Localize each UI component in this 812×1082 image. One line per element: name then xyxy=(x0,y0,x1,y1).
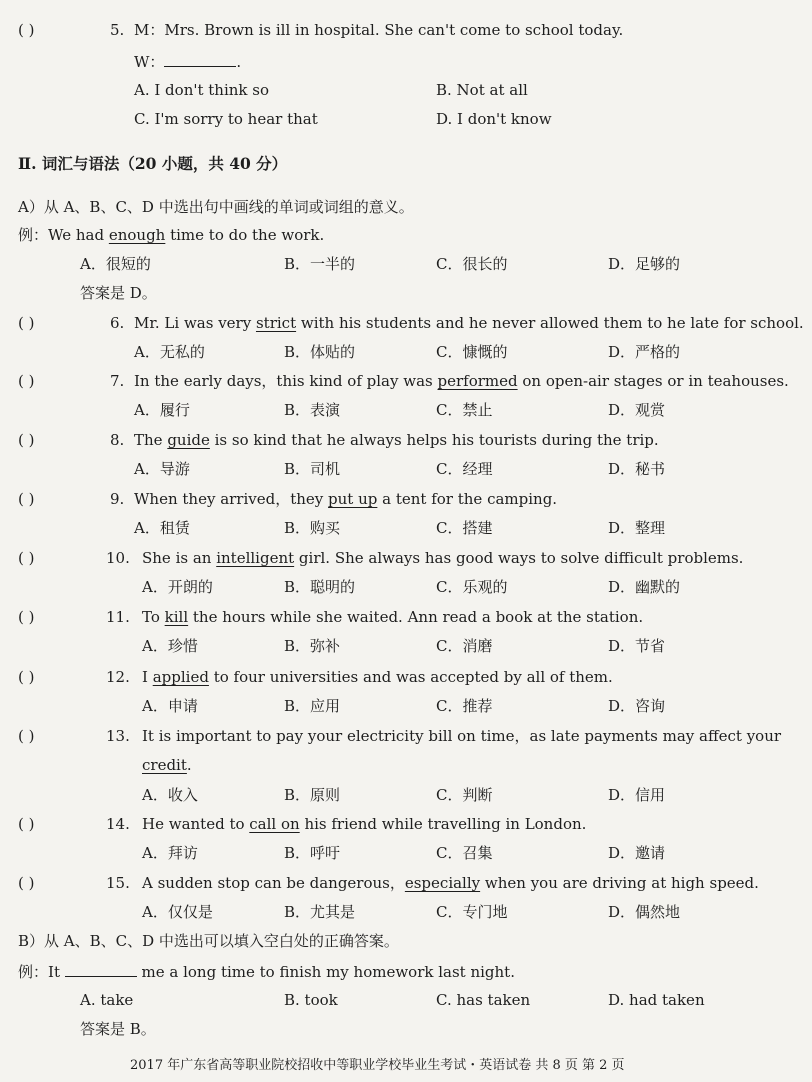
question-stem: I applied to four universities and was accepted by all of them. xyxy=(142,668,613,686)
q5-option-d: D. I don't know xyxy=(436,110,552,128)
answer-paren-q5[interactable]: ( ) xyxy=(18,21,35,39)
example-option-c: C. has taken xyxy=(436,991,531,1009)
answer-paren[interactable]: ( ) xyxy=(18,815,35,833)
option-b: B．原则 xyxy=(284,786,341,804)
answer-paren[interactable]: ( ) xyxy=(18,372,35,390)
question-stem: The guide is so kind that he always helps his tourists during the trip. xyxy=(134,431,659,449)
question-number: 13. xyxy=(106,727,130,745)
option-a: A．无私的 xyxy=(134,343,205,361)
option-a: A．拜访 xyxy=(142,844,198,862)
option-a: A．珍惜 xyxy=(142,637,198,655)
fill-blank[interactable] xyxy=(164,52,236,67)
answer-paren[interactable]: ( ) xyxy=(18,431,35,449)
option-d: D．咨询 xyxy=(608,697,666,715)
example-option-b: B. took xyxy=(284,991,338,1009)
option-c: C．专门地 xyxy=(436,903,508,921)
option-c: C．乐观的 xyxy=(436,578,508,596)
option-b: B．尤其是 xyxy=(284,903,356,921)
question-number: 6. xyxy=(110,314,125,332)
question-number: 10. xyxy=(106,549,130,567)
question-number: 8. xyxy=(110,431,125,449)
option-d: D．幽默的 xyxy=(608,578,681,596)
answer-paren[interactable]: ( ) xyxy=(18,608,35,626)
option-b: B．弥补 xyxy=(284,637,341,655)
q5-option-b: B. Not at all xyxy=(436,81,528,99)
question-number: 7. xyxy=(110,372,125,390)
page-footer: 2017 年广东省高等职业院校招收中等职业学校毕业生考试・英语试卷 共 8 页 第 2 页 xyxy=(130,1058,625,1073)
question-number: 11. xyxy=(106,608,130,626)
part-b-example: 例：It me a long time to finish my homework last night. xyxy=(18,963,515,981)
option-a: A．履行 xyxy=(134,401,190,419)
answer-paren[interactable]: ( ) xyxy=(18,668,35,686)
question-stem: Mr. Li was very strict with his students and he never allowed them to he late for school. xyxy=(134,314,804,332)
question-number-5: 5. xyxy=(110,21,125,39)
question-stem: She is an intelligent girl. She always has good ways to solve difficult problems. xyxy=(142,549,744,567)
part-a-instruction: A）从 A、B、C、D 中选出句中画线的单词或词组的意义。 xyxy=(18,198,414,216)
example-option-d: D．足够的 xyxy=(608,255,681,273)
option-a: A．导游 xyxy=(134,460,190,478)
option-c: C．判断 xyxy=(436,786,493,804)
option-b: B．应用 xyxy=(284,697,341,715)
fill-blank[interactable] xyxy=(65,962,137,977)
option-a: A．租赁 xyxy=(134,519,190,537)
question-stem: He wanted to call on his friend while travelling in London. xyxy=(142,815,587,833)
answer-paren[interactable]: ( ) xyxy=(18,549,35,567)
q5-line1: M：Mrs. Brown is ill in hospital. She can't come to school today. xyxy=(134,21,624,39)
option-b: B．聪明的 xyxy=(284,578,356,596)
q5-option-c: C. I'm sorry to hear that xyxy=(134,110,318,128)
q5-option-a: A. I don't think so xyxy=(134,81,270,99)
option-c: C．禁止 xyxy=(436,401,493,419)
example-answer: 答案是 D。 xyxy=(80,284,157,302)
option-c: C．召集 xyxy=(436,844,493,862)
example-option-b: B．一半的 xyxy=(284,255,356,273)
option-b: B．司机 xyxy=(284,460,341,478)
q5-line2: W： . xyxy=(134,53,242,71)
option-a: A．仅仅是 xyxy=(142,903,213,921)
example-option-a: A．很短的 xyxy=(80,255,151,273)
option-d: D．信用 xyxy=(608,786,666,804)
option-b: B．购买 xyxy=(284,519,341,537)
option-d: D．整理 xyxy=(608,519,666,537)
option-d: D．节省 xyxy=(608,637,666,655)
question-number: 14. xyxy=(106,815,130,833)
part-b-instruction: B）从 A、B、C、D 中选出可以填入空白处的正确答案。 xyxy=(18,932,399,950)
question-stem: To kill the hours while she waited. Ann read a book at the station. xyxy=(142,608,644,626)
answer-paren[interactable]: ( ) xyxy=(18,490,35,508)
question-stem: A sudden stop can be dangerous，especially when you are driving at high speed. xyxy=(142,874,759,892)
question-number: 15. xyxy=(106,874,130,892)
option-c: C．经理 xyxy=(436,460,493,478)
example-option-c: C．很长的 xyxy=(436,255,508,273)
option-d: D．严格的 xyxy=(608,343,681,361)
section-title: Ⅱ. 词汇与语法（20 小题，共 40 分） xyxy=(18,154,288,173)
option-d: D．邀请 xyxy=(608,844,666,862)
option-b: B．呼吁 xyxy=(284,844,341,862)
example-answer: 答案是 B。 xyxy=(80,1020,156,1038)
option-d: D．偶然地 xyxy=(608,903,681,921)
question-stem: In the early days，this kind of play was performed on open-air stages or in teahouses. xyxy=(134,372,789,390)
option-c: C．搭建 xyxy=(436,519,493,537)
option-c: C．消磨 xyxy=(436,637,493,655)
answer-paren[interactable]: ( ) xyxy=(18,314,35,332)
option-d: D．秘书 xyxy=(608,460,666,478)
question-number: 12. xyxy=(106,668,130,686)
example-option-a: A. take xyxy=(80,991,134,1009)
answer-paren[interactable]: ( ) xyxy=(18,874,35,892)
option-a: A．申请 xyxy=(142,697,198,715)
question-stem: When they arrived，they put up a tent for the camping. xyxy=(134,490,558,508)
question-number: 9. xyxy=(110,490,125,508)
option-c: C．慷慨的 xyxy=(436,343,508,361)
option-d: D．观赏 xyxy=(608,401,666,419)
option-c: C．推荐 xyxy=(436,697,493,715)
option-a: A．收入 xyxy=(142,786,198,804)
answer-paren[interactable]: ( ) xyxy=(18,727,35,745)
question-stem: It is important to pay your electricity bill on time，as late payments may affect your xyxy=(142,727,782,745)
part-a-example: 例：We had enough time to do the work. xyxy=(18,226,325,244)
example-option-d: D. had taken xyxy=(608,991,705,1009)
option-b: B．体贴的 xyxy=(284,343,356,361)
option-a: A．开朗的 xyxy=(142,578,213,596)
option-b: B．表演 xyxy=(284,401,341,419)
question-stem-continued: credit. xyxy=(142,756,192,774)
